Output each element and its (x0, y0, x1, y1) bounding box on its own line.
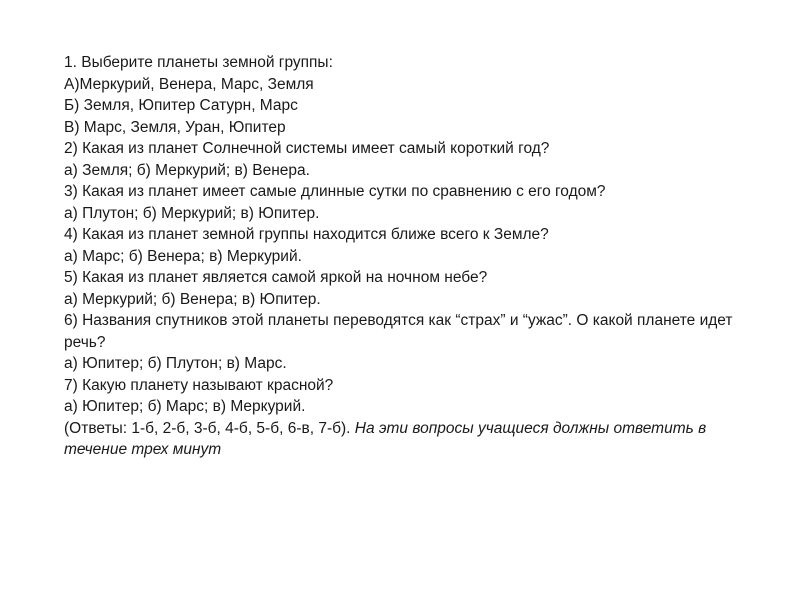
question-2-title: 2) Какая из планет Солнечной системы имеет самый короткий год? (64, 140, 550, 157)
question-1-title: 1. Выберите планеты земной группы: (64, 54, 333, 71)
quiz-text (64, 52, 744, 461)
question-3-options: а) Плутон; б) Меркурий; в) Юпитер. (64, 204, 320, 222)
question-1-option-c: В) Марс, Земля, Уран, Юпитер (64, 118, 286, 136)
question-6-title: 6) Названия спутников этой планеты переводятся как “страх” и “ужас”. О какой планете идет речь? (64, 312, 733, 351)
question-7-options: а) Юпитер; б) Марс; в) Меркурий. (64, 398, 306, 415)
answers-text: (Ответы: 1-б, 2-б, 3-б, 4-б, 5-б, 6-в, 7-б). (64, 419, 351, 437)
question-3-title: 3) Какая из планет имеет самые длинные сутки по сравнению с его годом? (64, 183, 606, 200)
question-1-option-b: Б) Земля, Юпитер Сатурн, Марс (64, 97, 298, 114)
question-1-option-a: А)Меркурий, Венера, Марс, Земля (64, 75, 314, 93)
question-7-title: 7) Какую планету называют красной? (64, 376, 334, 394)
question-4-title: 4) Какая из планет земной группы находится ближе всего к Земле? (64, 226, 549, 243)
question-5-options: а) Меркурий; б) Венера; в) Юпитер. (64, 290, 321, 308)
question-5-title: 5) Какая из планет является самой яркой на ночном небе? (64, 269, 488, 286)
question-4-options: а) Марс; б) Венера; в) Меркурий. (64, 247, 302, 265)
answers-paragraph (64, 418, 744, 461)
answers-note: На эти вопросы учащиеся должны ответить в течение трех минут (64, 419, 707, 458)
question-2-options: а) Земля; б) Меркурий; в) Венера. (64, 161, 310, 179)
question-6-options: а) Юпитер; б) Плутон; в) Марс. (64, 355, 287, 372)
